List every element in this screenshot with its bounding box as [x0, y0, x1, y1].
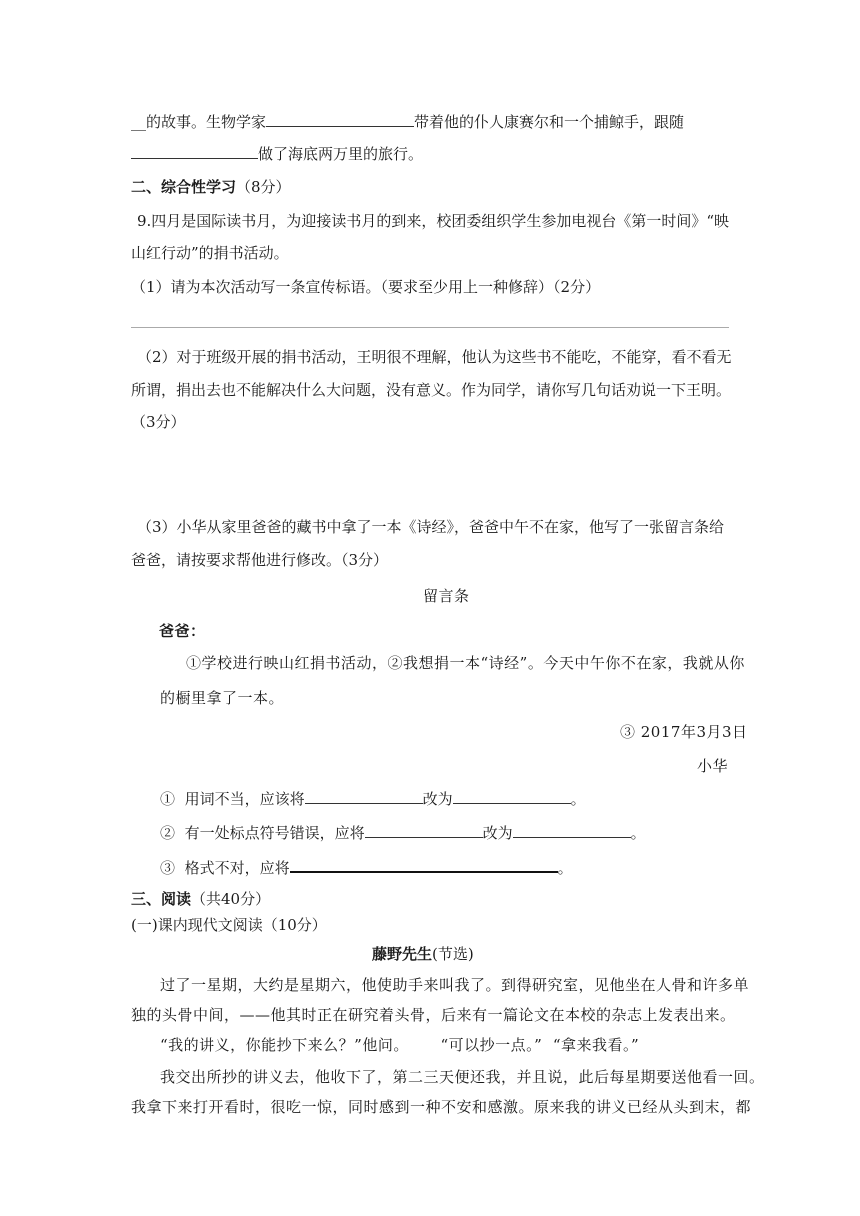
q9-1-prompt: （1）请为本次活动写一条宣传标语。（要求至少用上一种修辞）（2分） — [131, 278, 601, 296]
section-2-title: 二、综合性学习 — [131, 178, 237, 196]
article-p1-line-1: 过了一星期，大约是星期六，他使助手来叫我了。到得研究室，见他坐在人骨和许多单 — [160, 976, 750, 994]
q9-line-1: 9.四月是国际读书月，为迎接读书月的到来，校团委组织学生参加电视台《第一时间》“映 — [137, 212, 729, 230]
note-salutation: 爸爸： — [159, 622, 206, 640]
fill-line-1 — [131, 111, 684, 132]
section-3-score: （共40分） — [191, 890, 271, 908]
q9-2-line-3: （3分） — [131, 413, 186, 431]
q9-line-2: 山红行动”的捐书活动。 — [131, 244, 289, 262]
fix-1-text-b: 改为 — [422, 790, 453, 808]
article-note: (节选) — [432, 945, 474, 963]
article-heading — [372, 944, 474, 964]
answer-line-slogan[interactable] — [131, 327, 729, 328]
fill-line-1-text-a: __的故事。生物学家 — [131, 113, 267, 131]
section-2-heading — [131, 177, 291, 197]
q9-3-line-1: （3）小华从家里爸爸的藏书中拿了一本《诗经》，爸爸中午不在家，他写了一张留言条给 — [137, 518, 725, 536]
fix-2-blank-to[interactable] — [513, 822, 631, 838]
fix-1-blank-to[interactable] — [453, 788, 571, 804]
fill-line-1-text-b: 带着他的仆人康赛尔和一个捕鲸手，跟随 — [414, 113, 685, 131]
fix-3-text-a: 格式不对，应将 — [184, 859, 290, 877]
fix-2-number: ② — [160, 824, 176, 842]
note-title: 留言条 — [423, 587, 470, 605]
fix-1-end: 。 — [570, 790, 586, 808]
fix-1-text-a: 用词不当，应该将 — [184, 790, 305, 808]
fix-3-blank[interactable] — [290, 856, 558, 873]
fill-line-2 — [131, 143, 423, 164]
note-body-line-2: 的橱里拿了一本。 — [160, 689, 285, 707]
article-p3-line-1: 我交出所抄的讲义去，他收下了，第二三天便还我，并且说，此后每星期要送他看一回。 — [160, 1068, 765, 1086]
fix-2-end: 。 — [630, 824, 646, 842]
article-p2: “我的讲义，你能抄下来么？”他问。 “可以抄一点。” “拿来我看。” — [160, 1036, 640, 1054]
fix-item-2 — [160, 822, 646, 843]
blank-captain[interactable] — [131, 143, 258, 159]
note-body-line-1: ①学校进行映山红捐书活动，②我想捐一本“诗经”。今天中午你不在家，我就从你 — [186, 654, 745, 672]
section-3-heading — [131, 889, 270, 909]
section-3-title: 三、阅读 — [131, 890, 192, 908]
note-signature: 小华 — [696, 757, 728, 775]
note-date: ③ 2017年3月3日 — [620, 723, 748, 741]
q9-2-line-2: 所谓，捐出去也不能解决什么大问题，没有意义。作为同学，请你写几句话劝说一下王明。 — [131, 381, 732, 399]
article-p1-line-2: 独的头骨中间，——他其时正在研究着头骨，后来有一篇论文在本校的杂志上发表出来。 — [131, 1006, 736, 1024]
fill-line-2-text-b: 做了海底两万里的旅行。 — [258, 145, 424, 163]
section-2-score: （8分） — [236, 178, 291, 196]
blank-biologist[interactable] — [266, 111, 414, 127]
article-title: 藤野先生 — [372, 945, 433, 963]
fix-1-number: ① — [160, 790, 176, 808]
fix-3-end: 。 — [557, 859, 573, 877]
q9-2-line-1: （2）对于班级开展的捐书活动，王明很不理解，他认为这些书不能吃，不能穿，看不看无 — [137, 348, 732, 366]
fix-1-blank-from[interactable] — [305, 788, 423, 804]
q9-3-line-2: 爸爸，请按要求帮他进行修改。（3分） — [131, 551, 389, 569]
fix-2-text-a: 有一处标点符号错误，应将 — [184, 824, 365, 842]
article-p3-line-2: 我拿下来打开看时，很吃一惊，同时感到一种不安和感激。原来我的讲义已经从头到末，都 — [131, 1098, 752, 1116]
answer-space-persuasion[interactable] — [131, 440, 729, 510]
fix-2-text-b: 改为 — [482, 824, 513, 842]
fix-2-blank-from[interactable] — [365, 822, 483, 838]
fix-3-number: ③ — [160, 859, 176, 877]
fix-item-1 — [160, 788, 586, 809]
fix-item-3 — [160, 856, 573, 878]
section-3-subheading: (一)课内现代文阅读（10分） — [131, 916, 327, 934]
